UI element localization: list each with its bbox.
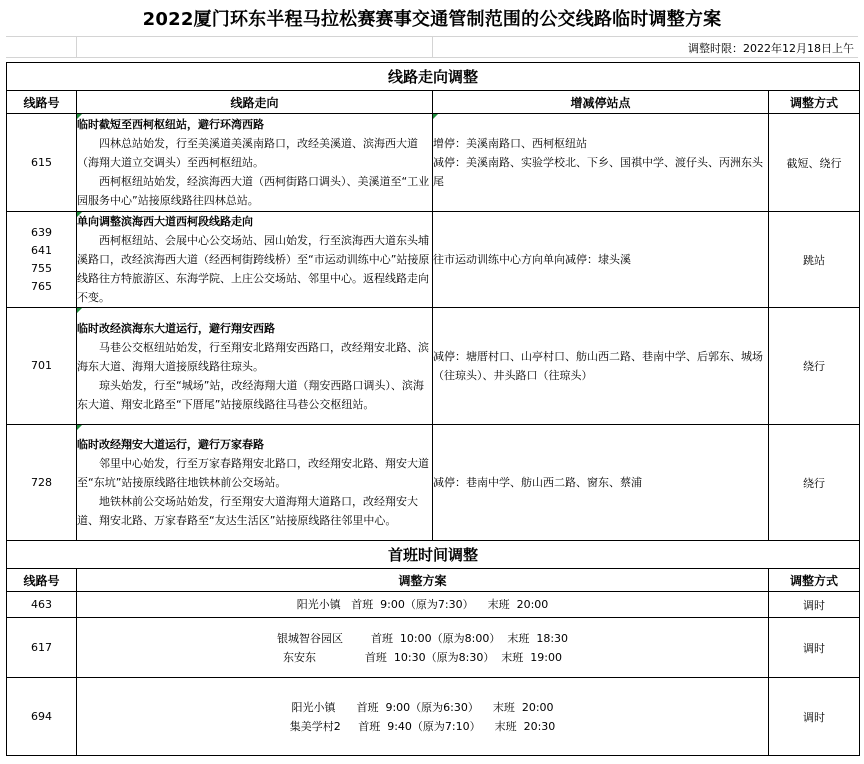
table-row xyxy=(7,212,860,308)
route-number: 463 xyxy=(7,592,77,618)
schedule-line: 阳光小镇 首班 9:00（原为7:30） 末班 20:00 xyxy=(296,598,549,611)
adjust-method: 调时 xyxy=(769,678,860,756)
comment-marker xyxy=(77,425,82,430)
schedule-line: 阳光小镇 首班 9:00（原为6:30） 末班 20:00 xyxy=(291,700,554,714)
adjust-method: 绕行 xyxy=(769,308,860,425)
comment-marker xyxy=(77,212,82,217)
route-number: 615 xyxy=(7,114,77,212)
description-line: 马巷公交枢纽站始发，行至翔安北路翔安西路口，改经翔安北路、滨海东大道、海翔大道接原线路往琼头。 xyxy=(77,340,429,373)
description-heading: 临时改经翔安大道运行，避行万家春路 xyxy=(77,438,264,451)
section-title-route: 线路走向调整 xyxy=(7,63,860,91)
route-description xyxy=(77,425,433,541)
description-heading: 单向调整滨海西大道西柯段线路走向 xyxy=(77,215,253,228)
route-number: 639 641 755 765 xyxy=(7,212,77,308)
table-row xyxy=(7,425,860,541)
route-number: 701 xyxy=(7,308,77,425)
page-title: 2022厦门环东半程马拉松赛赛事交通管制范围的公交线路临时调整方案 xyxy=(142,9,722,30)
schedule-plan xyxy=(77,678,769,756)
comment-marker xyxy=(77,114,82,119)
section-title-time: 首班时间调整 xyxy=(7,541,860,569)
stop-changes-text: 减停：巷南中学、舫山西二路、窗东、蔡浦 xyxy=(433,476,642,489)
route-description xyxy=(77,212,433,308)
header-route-number: 线路号 xyxy=(7,569,77,592)
comment-marker xyxy=(77,308,82,313)
adjustment-table xyxy=(6,62,860,756)
adjust-method: 调时 xyxy=(769,592,860,618)
table-row xyxy=(7,618,860,678)
route-number: 617 xyxy=(7,618,77,678)
description-line: 邻里中心始发，行至万家春路翔安北路口，改经翔安北路、翔安大道至“东坑”站接原线路往地铁林前公交场站。 xyxy=(77,457,429,489)
route-description xyxy=(77,114,433,212)
adjust-date: 调整时限：2022年12月18日上午 xyxy=(688,42,854,55)
empty-cell xyxy=(6,37,77,57)
schedule-line: 集美学村2 首班 9:40（原为7:10） 末班 20:30 xyxy=(289,719,556,733)
adjust-method: 绕行 xyxy=(769,425,860,541)
header-route-number: 线路号 xyxy=(7,91,77,114)
stop-changes-text: 往市运动训练中心方向单向减停：埭头溪 xyxy=(433,253,631,266)
description-heading: 临时截短至西柯枢纽站，避行环湾西路 xyxy=(77,118,264,131)
description-line: 西柯枢纽站、会展中心公交场站、园山始发，行至滨海西大道东头埔溪路口，改经滨海西大道（经西柯街跨线桥）至“市运动训练中心”站接原线路往方特旅游区、东海学院、上庄公交场站、邻里中心。返程线路走向不变。 xyxy=(77,234,430,304)
route-number: 694 xyxy=(7,678,77,756)
header-plan: 调整方案 xyxy=(77,569,769,592)
adjust-method: 调时 xyxy=(769,618,860,678)
empty-cell xyxy=(76,37,433,57)
stop-changes xyxy=(433,212,769,308)
description-line: 地铁林前公交场站始发，行至翔安大道海翔大道路口，改经翔安大道、翔安北路、万家春路至“友达生活区”站接原线路往邻里中心。 xyxy=(77,495,418,527)
description-heading: 临时改经滨海东大道运行，避行翔安西路 xyxy=(77,321,275,335)
stop-changes-text: 增停：美溪南路口、西柯枢纽站 减停：美溪南路、实验学校北、下乡、国祺中学、渡仔头、丙洲东头尾 xyxy=(433,137,763,188)
table-row xyxy=(7,308,860,425)
schedule-line: 银城智谷园区 首班 10:00（原为8:00） 末班 18:30 xyxy=(276,631,569,645)
stop-changes xyxy=(433,308,769,425)
schedule-plan xyxy=(77,592,769,618)
description-line: 琼头始发，行至“城场”站，改经海翔大道（翔安西路口调头）、滨海东大道、翔安北路至“下厝尾”站接原线路往马巷公交枢纽站。 xyxy=(77,378,424,411)
header-method: 调整方式 xyxy=(769,569,860,592)
route-description xyxy=(77,308,433,425)
stop-changes-text: 减停：塘厝村口、山亭村口、舫山西二路、巷南中学、后郭东、城场（往琼头）、井头路口（往琼头） xyxy=(433,350,763,382)
table-row xyxy=(7,592,860,618)
adjust-date-row xyxy=(6,36,858,58)
table-row xyxy=(7,678,860,756)
stop-changes xyxy=(433,425,769,541)
schedule-plan xyxy=(77,618,769,678)
schedule-line: 东安东 首班 10:30（原为8:30） 末班 19:00 xyxy=(282,650,563,664)
stop-changes xyxy=(433,114,769,212)
adjust-method: 跳站 xyxy=(769,212,860,308)
description-line: 四林总站始发，行至美溪道美溪南路口，改经美溪道、滨海西大道（海翔大道立交调头）至西柯枢纽站。 xyxy=(77,137,418,169)
table-row xyxy=(7,114,860,212)
header-route-direction: 线路走向 xyxy=(77,91,433,114)
description-line: 西柯枢纽站始发，经滨海西大道（西柯街路口调头）、美溪道至“工业园服务中心”站接原线路往四林总站。 xyxy=(77,175,430,207)
header-method: 调整方式 xyxy=(769,91,860,114)
header-stops: 增减停站点 xyxy=(433,91,769,114)
comment-marker xyxy=(433,114,438,119)
route-number: 728 xyxy=(7,425,77,541)
adjust-method: 截短、绕行 xyxy=(769,114,860,212)
